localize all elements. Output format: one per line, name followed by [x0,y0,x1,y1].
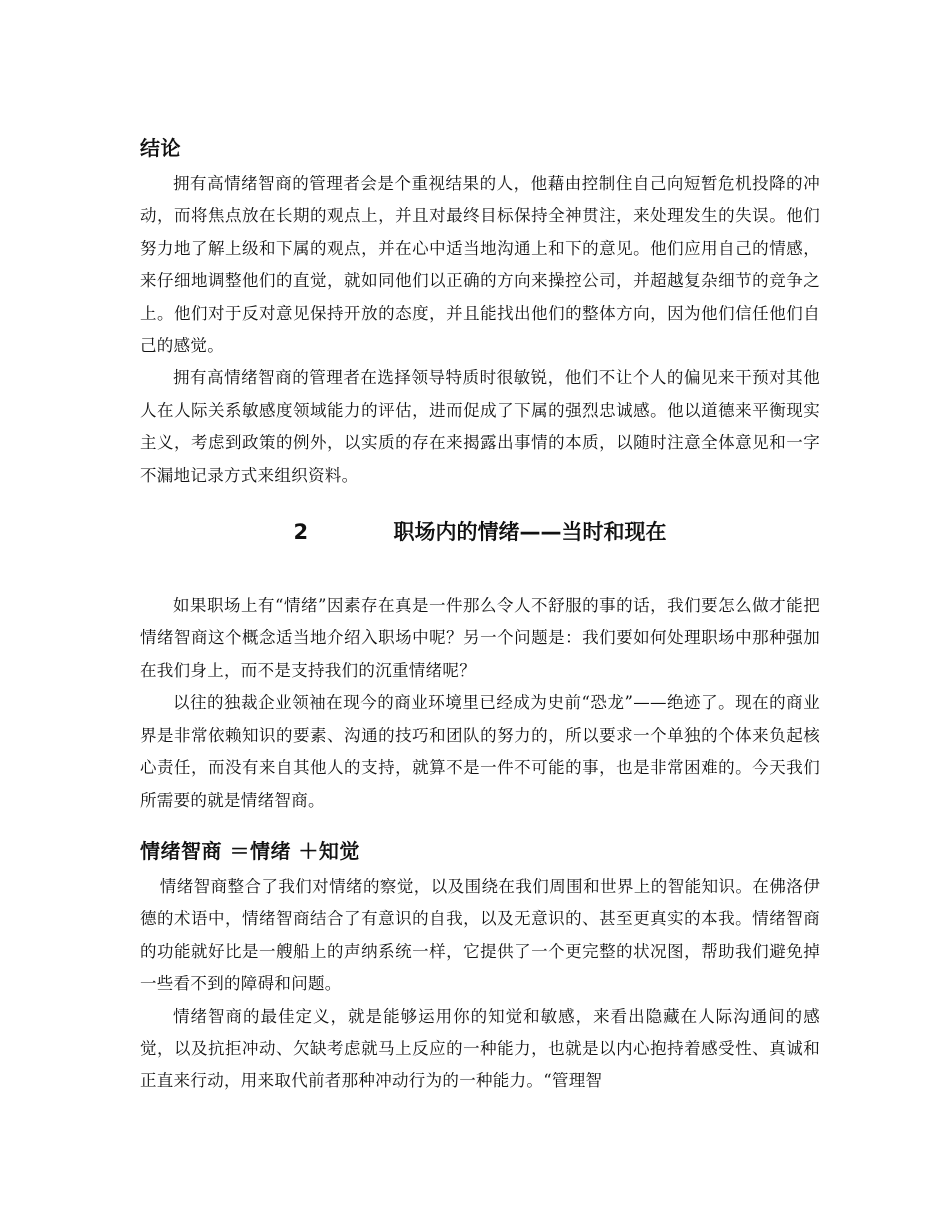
document-page [140,128,820,1098]
chapter-title: 职场内的情绪——当时和现在 [393,520,667,545]
spacer [140,492,820,512]
paragraph: 情绪智商整合了我们对情绪的察觉，以及围绕在我们周围和世界上的智能知识。在佛洛伊德的术语中，情绪智商结合了有意识的自我，以及无意识的、甚至更真实的本我。情绪智商的功能就好比是一艘船上的声纳系统一样，它提供了一个更完整的状况图，帮助我们避免掉一些看不到的障碍和问题。 [140,876,820,994]
chapter-number: 2 [293,520,309,545]
chapter-heading [140,512,820,552]
paragraph: 拥有高情绪智商的管理者会是个重视结果的人，他藉由控制住自己向短暂危机投降的冲动，而将焦点放在长期的观点上，并且对最终目标保持全神贯注，来处理发生的失误。他们努力地了解上级和下属的观点，并在心中适当地沟通上和下的意见。他们应用自己的情感，来仔细地调整他们的直觉，就如同他们以正确的方向来操控公司，并超越复杂细节的竞争之上。他们对于反对意见保持开放的态度，并且能找出他们的整体方向，因为他们信任他们自己的感觉。 [140,174,820,356]
spacer [140,552,820,590]
spacer [140,817,820,831]
section-heading-conclusion: 结论 [140,136,181,160]
paragraph: 以往的独裁企业领袖在现今的商业环境里已经成为史前“恐龙”——绝迹了。现在的商业界是非常依赖知识的要素、沟通的技巧和团队的努力的，所以要求一个单独的个体来负起核心责任，而没有来自其他人的支持，就算不是一件不可能的事，也是非常困难的。今天我们所需要的就是情绪智商。 [140,693,820,810]
paragraph: 拥有高情绪智商的管理者在选择领导特质时很敏锐，他们不让个人的偏见来干预对其他人在人际关系敏感度领域能力的评估，进而促成了下属的强烈忠诚感。他以道德来平衡现实主义，考虑到政策的例外，以实质的存在来揭露出事情的本质，以随时注意全体意见和一字不漏地记录方式来组织资料。 [140,368,820,485]
section-heading-eq-formula: 情绪智商 ＝情绪 ＋知觉 [140,838,360,863]
paragraph: 情绪智商的最佳定义，就是能够运用你的知觉和敏感，来看出隐藏在人际沟通间的感觉，以及抗拒冲动、欠缺考虑就马上反应的一种能力，也就是以内心抱持着感受性、真诚和正直来行动，用来取代前者那种冲动行为的一种能力。“管理智 [140,1006,820,1091]
paragraph: 如果职场上有“情绪”因素存在真是一件那么令人不舒服的事的话，我们要怎么做才能把情绪智商这个概念适当地介绍入职场中呢？另一个问题是：我们要如何处理职场中那种强加在我们身上，而不是支持我们的沉重情绪呢？ [140,596,820,680]
